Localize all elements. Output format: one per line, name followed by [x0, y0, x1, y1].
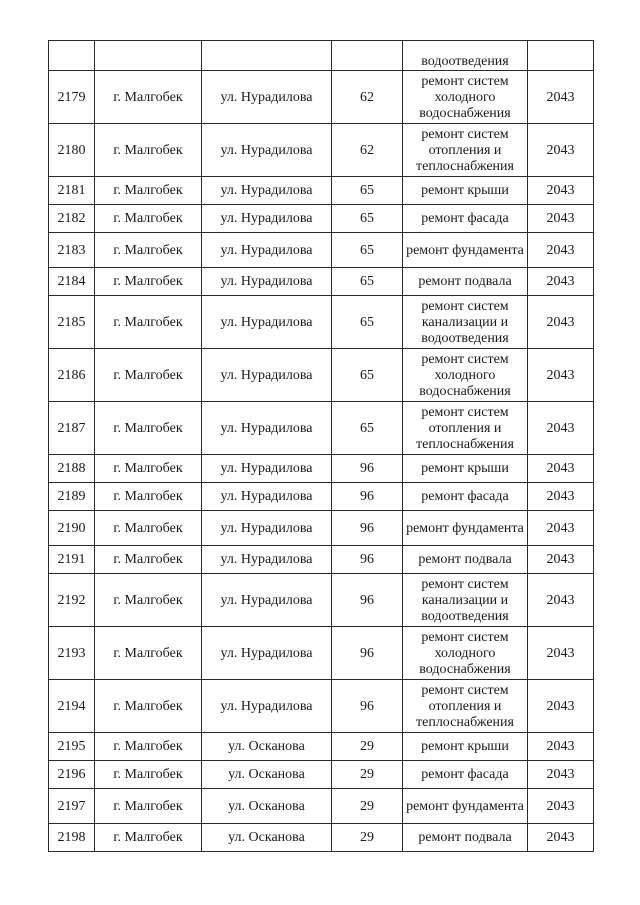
cell-house: 29 — [332, 761, 403, 789]
cell-work: ремонт систем холодного водоснабжения — [403, 71, 528, 124]
table-row — [49, 511, 594, 546]
cell-city: г. Малгобек — [95, 574, 202, 627]
cell-street: ул. Осканова — [202, 733, 332, 761]
cell-city: г. Малгобек — [95, 233, 202, 268]
cell-house: 65 — [332, 296, 403, 349]
cell-street: ул. Нурадилова — [202, 268, 332, 296]
cell-city: г. Малгобек — [95, 483, 202, 511]
cell-city: г. Малгобек — [95, 627, 202, 680]
cell-work: ремонт подвала — [403, 546, 528, 574]
cell-house: 96 — [332, 483, 403, 511]
cell-street: ул. Нурадилова — [202, 511, 332, 546]
table-row — [49, 268, 594, 296]
cell-house: 65 — [332, 402, 403, 455]
cell-city — [95, 41, 202, 71]
cell-year: 2043 — [528, 627, 594, 680]
table-row — [49, 680, 594, 733]
cell-num: 2190 — [49, 511, 95, 546]
table-row — [49, 483, 594, 511]
cell-work: водоотведения — [403, 41, 528, 71]
cell-work: ремонт фасада — [403, 483, 528, 511]
cell-city: г. Малгобек — [95, 789, 202, 824]
cell-year: 2043 — [528, 789, 594, 824]
cell-city: г. Малгобек — [95, 349, 202, 402]
cell-street: ул. Осканова — [202, 789, 332, 824]
cell-work: ремонт крыши — [403, 177, 528, 205]
cell-street: ул. Нурадилова — [202, 402, 332, 455]
cell-city: г. Малгобек — [95, 511, 202, 546]
cell-house: 65 — [332, 205, 403, 233]
cell-year: 2043 — [528, 124, 594, 177]
table-body — [49, 41, 594, 852]
cell-work: ремонт фундамента — [403, 511, 528, 546]
cell-street: ул. Нурадилова — [202, 71, 332, 124]
cell-year: 2043 — [528, 824, 594, 852]
cell-house: 96 — [332, 574, 403, 627]
cell-year: 2043 — [528, 268, 594, 296]
table-row — [49, 574, 594, 627]
cell-street: ул. Нурадилова — [202, 574, 332, 627]
cell-year: 2043 — [528, 349, 594, 402]
repair-schedule-table — [48, 40, 594, 852]
cell-num: 2197 — [49, 789, 95, 824]
cell-city: г. Малгобек — [95, 546, 202, 574]
cell-year — [528, 41, 594, 71]
cell-street: ул. Осканова — [202, 824, 332, 852]
cell-house: 65 — [332, 233, 403, 268]
cell-house: 29 — [332, 824, 403, 852]
cell-num: 2181 — [49, 177, 95, 205]
cell-year: 2043 — [528, 511, 594, 546]
cell-city: г. Малгобек — [95, 71, 202, 124]
cell-year: 2043 — [528, 402, 594, 455]
cell-num: 2193 — [49, 627, 95, 680]
cell-city: г. Малгобек — [95, 455, 202, 483]
cell-work: ремонт подвала — [403, 268, 528, 296]
cell-house: 96 — [332, 627, 403, 680]
cell-num: 2195 — [49, 733, 95, 761]
cell-year: 2043 — [528, 233, 594, 268]
cell-house: 62 — [332, 71, 403, 124]
cell-year: 2043 — [528, 574, 594, 627]
cell-house — [332, 41, 403, 71]
table-row — [49, 124, 594, 177]
cell-num: 2196 — [49, 761, 95, 789]
continuation-row — [49, 41, 594, 71]
cell-year: 2043 — [528, 296, 594, 349]
cell-street: ул. Осканова — [202, 761, 332, 789]
cell-city: г. Малгобек — [95, 268, 202, 296]
table-row — [49, 402, 594, 455]
cell-num — [49, 41, 95, 71]
cell-work: ремонт фундамента — [403, 789, 528, 824]
cell-num: 2192 — [49, 574, 95, 627]
cell-num: 2187 — [49, 402, 95, 455]
cell-city: г. Малгобек — [95, 296, 202, 349]
cell-num: 2179 — [49, 71, 95, 124]
cell-work: ремонт фасада — [403, 205, 528, 233]
cell-year: 2043 — [528, 205, 594, 233]
cell-num: 2189 — [49, 483, 95, 511]
cell-num: 2183 — [49, 233, 95, 268]
cell-work: ремонт крыши — [403, 455, 528, 483]
cell-house: 29 — [332, 789, 403, 824]
cell-street: ул. Нурадилова — [202, 546, 332, 574]
cell-city: г. Малгобек — [95, 177, 202, 205]
table-row — [49, 296, 594, 349]
cell-work: ремонт фундамента — [403, 233, 528, 268]
cell-year: 2043 — [528, 71, 594, 124]
cell-street: ул. Нурадилова — [202, 205, 332, 233]
cell-num: 2180 — [49, 124, 95, 177]
table-row — [49, 761, 594, 789]
cell-year: 2043 — [528, 733, 594, 761]
cell-num: 2194 — [49, 680, 95, 733]
cell-year: 2043 — [528, 177, 594, 205]
cell-street — [202, 41, 332, 71]
cell-work: ремонт фасада — [403, 761, 528, 789]
cell-city: г. Малгобек — [95, 124, 202, 177]
table-row — [49, 233, 594, 268]
cell-street: ул. Нурадилова — [202, 296, 332, 349]
cell-street: ул. Нурадилова — [202, 124, 332, 177]
cell-city: г. Малгобек — [95, 680, 202, 733]
table-row — [49, 733, 594, 761]
table-row — [49, 71, 594, 124]
cell-street: ул. Нурадилова — [202, 627, 332, 680]
cell-street: ул. Нурадилова — [202, 680, 332, 733]
cell-house: 65 — [332, 177, 403, 205]
table-row — [49, 627, 594, 680]
cell-work: ремонт систем канализации и водоотведения — [403, 296, 528, 349]
cell-num: 2185 — [49, 296, 95, 349]
cell-city: г. Малгобек — [95, 761, 202, 789]
table-row — [49, 546, 594, 574]
cell-street: ул. Нурадилова — [202, 177, 332, 205]
cell-year: 2043 — [528, 455, 594, 483]
cell-street: ул. Нурадилова — [202, 233, 332, 268]
table-row — [49, 455, 594, 483]
cell-house: 96 — [332, 511, 403, 546]
cell-work: ремонт систем отопления и теплоснабжения — [403, 680, 528, 733]
cell-street: ул. Нурадилова — [202, 455, 332, 483]
cell-work: ремонт систем канализации и водоотведения — [403, 574, 528, 627]
table-row — [49, 789, 594, 824]
cell-house: 96 — [332, 455, 403, 483]
cell-street: ул. Нурадилова — [202, 483, 332, 511]
cell-work: ремонт крыши — [403, 733, 528, 761]
cell-num: 2182 — [49, 205, 95, 233]
cell-work: ремонт подвала — [403, 824, 528, 852]
cell-work: ремонт систем отопления и теплоснабжения — [403, 124, 528, 177]
cell-house: 29 — [332, 733, 403, 761]
cell-house: 65 — [332, 268, 403, 296]
cell-year: 2043 — [528, 546, 594, 574]
cell-num: 2188 — [49, 455, 95, 483]
cell-city: г. Малгобек — [95, 402, 202, 455]
table-row — [49, 177, 594, 205]
cell-city: г. Малгобек — [95, 205, 202, 233]
cell-city: г. Малгобек — [95, 824, 202, 852]
cell-house: 62 — [332, 124, 403, 177]
cell-work: ремонт систем холодного водоснабжения — [403, 627, 528, 680]
table-row — [49, 824, 594, 852]
table-row — [49, 205, 594, 233]
cell-year: 2043 — [528, 680, 594, 733]
cell-house: 96 — [332, 680, 403, 733]
cell-work: ремонт систем холодного водоснабжения — [403, 349, 528, 402]
cell-num: 2186 — [49, 349, 95, 402]
cell-num: 2191 — [49, 546, 95, 574]
cell-house: 96 — [332, 546, 403, 574]
cell-year: 2043 — [528, 761, 594, 789]
cell-year: 2043 — [528, 483, 594, 511]
cell-city: г. Малгобек — [95, 733, 202, 761]
cell-num: 2198 — [49, 824, 95, 852]
cell-house: 65 — [332, 349, 403, 402]
cell-work: ремонт систем отопления и теплоснабжения — [403, 402, 528, 455]
cell-street: ул. Нурадилова — [202, 349, 332, 402]
table-row — [49, 349, 594, 402]
cell-num: 2184 — [49, 268, 95, 296]
